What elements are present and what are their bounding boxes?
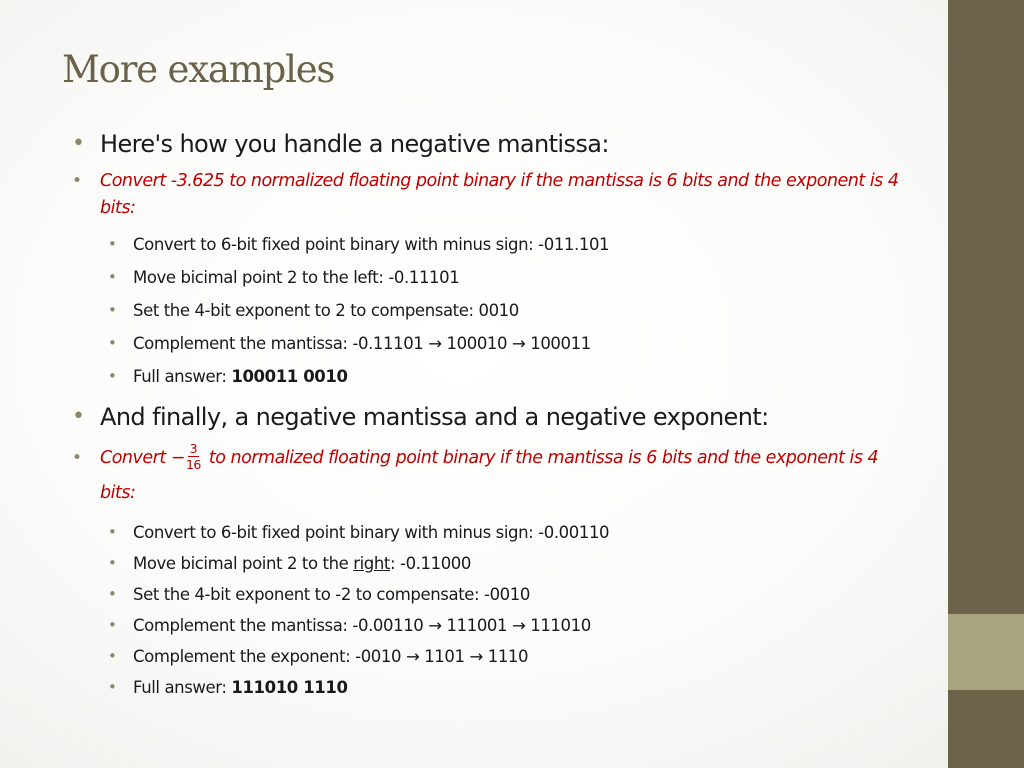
underlined-right: right — [353, 554, 391, 573]
bullet-dot: • — [108, 301, 117, 319]
bullet-dot: • — [108, 647, 117, 665]
bullet-dot: • — [108, 235, 117, 253]
bullet-dot: • — [72, 131, 85, 156]
example2-answer-value: 111010 1110 — [231, 678, 348, 697]
example2-step: • Set the 4-bit exponent to -2 to compensate: -0010 — [72, 579, 912, 610]
example2-step: • Convert to 6-bit fixed point binary with minus sign: -0.00110 — [72, 517, 912, 548]
sidebar-accent-block — [948, 614, 1024, 690]
example2-step: • Complement the exponent: -0010 → 1101 → 1110 — [72, 641, 912, 672]
example2-step: • Complement the mantissa: -0.00110 → 111001 → 111010 — [72, 610, 912, 641]
bullet-dot: • — [108, 268, 117, 286]
bullet-dot: • — [108, 585, 117, 603]
example2-step: • Move bicimal point 2 to the right: -0.11000 — [72, 548, 912, 579]
bullet-negative-mantissa: • Here's how you handle a negative mantissa: — [72, 126, 912, 162]
example1-step: • Move bicimal point 2 to the left: -0.11101 — [72, 261, 912, 294]
example2-prompt: • Convert − $\frac{3}{16}$ to normalized floating point binary if the mantissa is 6 bits and the exponent is 4 bits: — [72, 440, 879, 503]
bullet-dot: • — [72, 404, 85, 429]
bullet-dot: • — [108, 554, 117, 572]
bullet-dot: • — [72, 171, 82, 191]
example1-answer: • Full answer: 100011 0010 — [72, 360, 912, 393]
bullet-dot: • — [108, 678, 117, 696]
bullet-dot: • — [108, 523, 117, 541]
example1-step: • Set the 4-bit exponent to 2 to compensate: 0010 — [72, 294, 912, 327]
example1-step: • Convert to 6-bit fixed point binary with minus sign: -011.101 — [72, 228, 912, 261]
bullet-negative-exponent: • And finally, a negative mantissa and a negative exponent: — [72, 399, 912, 435]
example1-answer-value: 100011 0010 — [231, 367, 348, 386]
slide-title: More examples — [62, 48, 335, 91]
bullet-dot: • — [72, 448, 82, 468]
bullet-dot: • — [108, 367, 117, 385]
example1-step: • Complement the mantissa: -0.11101 → 100010 → 100011 — [72, 327, 912, 360]
bullet-dot: • — [108, 616, 117, 634]
bullet-dot: • — [108, 334, 117, 352]
example1-prompt: • Convert -3.625 to normalized floating point binary if the mantissa is 6 bits and the exponent is 4 bits: — [72, 168, 912, 222]
slide-body — [72, 126, 912, 703]
example2-answer: • Full answer: 111010 1110 — [72, 672, 912, 703]
fraction: $\frac{3}{16}$ — [185, 440, 201, 472]
